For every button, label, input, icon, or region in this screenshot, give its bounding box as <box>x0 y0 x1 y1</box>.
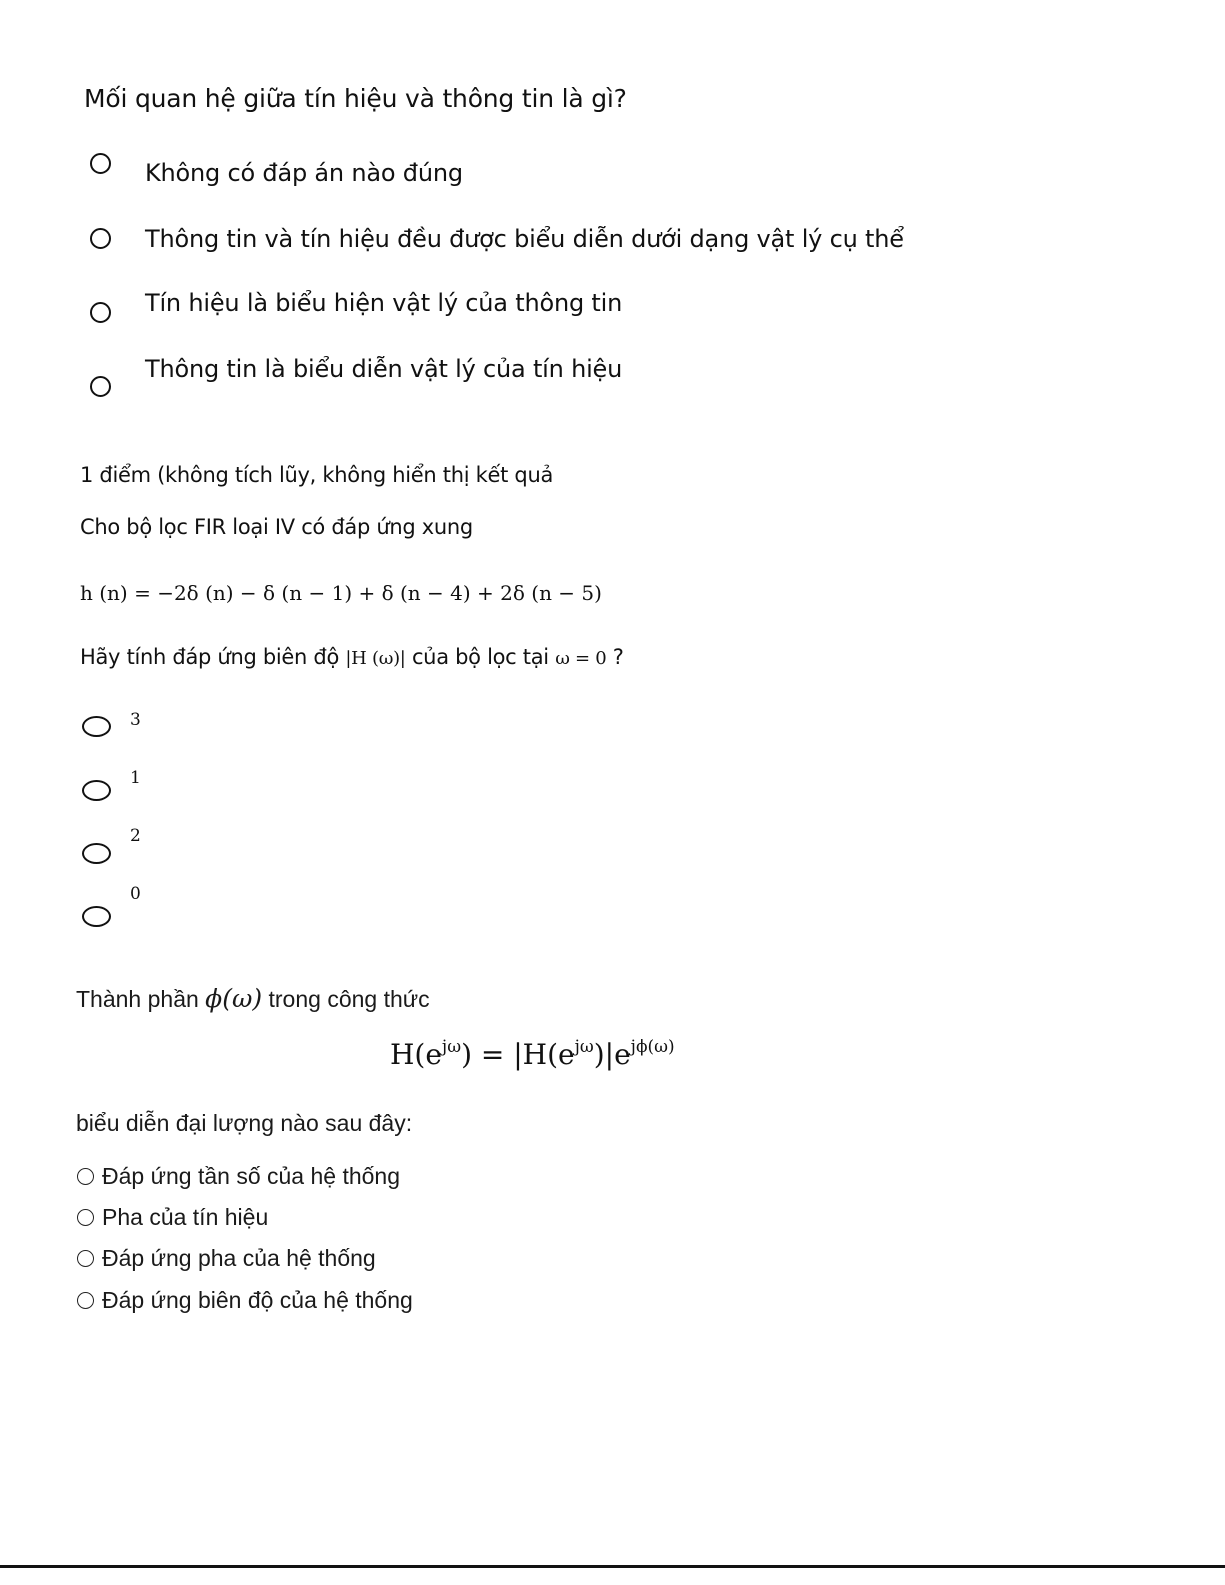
q2-option-2-radio[interactable] <box>82 780 111 801</box>
q2-option-3-label: 2 <box>130 826 141 846</box>
question-2-points: 1 điểm (không tích lũy, không hiển thị kết quả <box>80 463 554 487</box>
formula-mid-sup: jω <box>574 1037 594 1057</box>
intro-phi-symbol: ϕ(ω) <box>205 984 263 1013</box>
q1-option-3-radio[interactable] <box>90 302 111 323</box>
formula-lhs: H(e <box>390 1038 442 1071</box>
impulse-response-formula: h (n) = −2δ (n) − δ (n − 1) + δ (n − 4) + 2δ (n − 5) <box>80 581 602 605</box>
q3-option-2[interactable] <box>77 1204 268 1231</box>
q1-option-1-label: Không có đáp án nào đúng <box>145 159 463 187</box>
q3-option-1-label: Đáp ứng tần số của hệ thống <box>102 1163 401 1189</box>
q2-option-2-label: 1 <box>130 768 141 788</box>
q3-option-1[interactable] <box>77 1163 400 1190</box>
frequency-response-formula <box>390 1037 675 1071</box>
formula-mid: ) = |H(e <box>461 1038 575 1071</box>
q3-option-4-label: Đáp ứng biên độ của hệ thống <box>102 1287 413 1313</box>
q1-option-4-label: Thông tin là biểu diễn vật lý của tín hiệu <box>145 355 623 383</box>
q3-option-4-radio[interactable] <box>77 1292 94 1309</box>
question-2-intro: Cho bộ lọc FIR loại IV có đáp ứng xung <box>80 515 473 539</box>
ask-math-magnitude: |H (ω)| <box>345 648 406 669</box>
q2-option-3-radio[interactable] <box>82 843 111 864</box>
question-3-intro <box>76 984 430 1013</box>
q2-option-4-radio[interactable] <box>82 906 111 927</box>
ask-suffix: ? <box>606 645 624 669</box>
q1-option-2-label: Thông tin và tín hiệu đều được biểu diễn dưới dạng vật lý cụ thể <box>145 225 904 253</box>
q3-option-1-radio[interactable] <box>77 1168 94 1185</box>
q3-option-3[interactable] <box>77 1245 376 1272</box>
question-1-prompt: Mối quan hệ giữa tín hiệu và thông tin là gì? <box>84 84 627 113</box>
formula-rhs-sup: jϕ(ω) <box>630 1037 675 1057</box>
q2-option-4-label: 0 <box>130 884 141 904</box>
q1-option-1-radio[interactable] <box>90 153 111 174</box>
q2-option-1-label: 3 <box>130 710 141 730</box>
ask-prefix: Hãy tính đáp ứng biên độ <box>80 645 346 669</box>
formula-rhs: )|e <box>593 1038 631 1071</box>
q1-option-2-radio[interactable] <box>90 228 111 249</box>
intro-suffix: trong công thức <box>262 986 430 1012</box>
q3-option-3-radio[interactable] <box>77 1250 94 1267</box>
bottom-divider <box>0 1565 1225 1568</box>
q3-option-4[interactable] <box>77 1287 413 1314</box>
question-2-ask <box>80 645 624 669</box>
q1-option-4-radio[interactable] <box>90 376 111 397</box>
q3-option-3-label: Đáp ứng pha của hệ thống <box>102 1245 376 1271</box>
intro-prefix: Thành phần <box>76 986 206 1012</box>
q3-option-2-radio[interactable] <box>77 1209 94 1226</box>
formula-lhs-sup: jω <box>441 1037 462 1057</box>
q2-option-1-radio[interactable] <box>82 716 111 737</box>
q3-option-2-label: Pha của tín hiệu <box>102 1204 269 1230</box>
question-3-followup: biểu diễn đại lượng nào sau đây: <box>76 1110 413 1136</box>
q1-option-3-label: Tín hiệu là biểu hiện vật lý của thông tin <box>145 289 623 317</box>
ask-middle: của bộ lọc tại <box>405 645 556 669</box>
ask-math-omega: ω = 0 <box>555 648 607 669</box>
